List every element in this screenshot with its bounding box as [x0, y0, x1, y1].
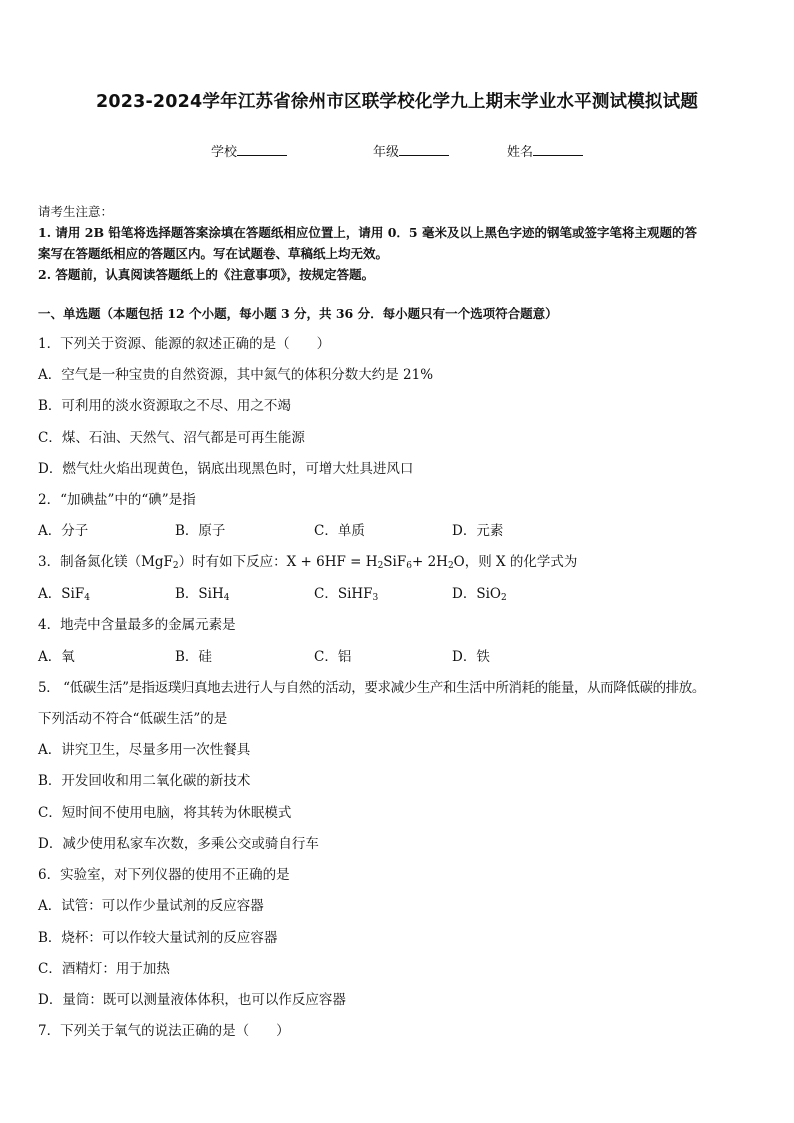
q7-stem: 7．下列关于氧气的说法正确的是（ ） — [38, 1023, 290, 1039]
grade-field — [373, 141, 449, 160]
q5-option-b: B．开发回收和用二氧化碳的新技术 — [38, 773, 251, 789]
q3-option-a-sub: 4 — [84, 593, 90, 603]
q3-sub-sif: 6 — [406, 561, 412, 571]
q3-option-d-text: D．SiO — [452, 586, 501, 602]
notice-item-1-line-2: 案写在答题纸相应的答题区内。写在试题卷、草稿纸上均无效。 — [38, 246, 389, 261]
q3-sub-h: 2 — [377, 561, 384, 571]
notice-block — [38, 201, 760, 285]
q3-option-d — [452, 582, 507, 603]
q4-option-d: D．铁 — [452, 649, 490, 665]
q6-option-b: B．烧杯：可以作较大量试剂的反应容器 — [38, 930, 278, 946]
q3-option-a-text: A．SiF — [38, 586, 85, 602]
q3-option-d-sub: 2 — [500, 593, 507, 603]
notice-item-1-line-1: 1. 请用 2B 铅笔将选择题答案涂填在答题纸相应位置上，请用 0．5 毫米及以上黑色字迹的钢笔或签字笔将主观题的答 — [38, 225, 697, 240]
q3-stem — [38, 550, 577, 571]
q3-stem-part-4: + 2H — [411, 554, 448, 570]
q3-stem-part-2: ）时有如下反应：X + 6HF = H — [178, 554, 378, 570]
q3-stem-part-5: O，则 X 的化学式为 — [453, 554, 578, 570]
q1-option-c: C．煤、石油、天然气、沼气都是可再生能源 — [38, 430, 305, 446]
name-label: 姓名 — [507, 145, 534, 160]
q3-sub-mgf: 2 — [172, 561, 179, 571]
q1-option-a: A．空气是一种宝贵的自然资源，其中氮气的体积分数大约是 21% — [38, 367, 434, 383]
grade-blank[interactable] — [399, 143, 449, 156]
q3-option-c — [314, 582, 378, 603]
q3-stem-part-1: 3．制备氮化镁（MgF — [38, 554, 173, 570]
q2-option-b: B．原子 — [175, 523, 226, 539]
q6-stem: 6．实验室，对下列仪器的使用不正确的是 — [38, 867, 290, 883]
q6-option-a: A．试管：可以作少量试剂的反应容器 — [38, 898, 264, 914]
q1-stem: 1．下列关于资源、能源的叙述正确的是（ ） — [38, 336, 331, 352]
q4-option-c: C．铝 — [314, 649, 352, 665]
q3-sub-h2o: 2 — [447, 561, 454, 571]
q5-option-d: D．减少使用私家车次数，多乘公交或骑自行车 — [38, 836, 319, 852]
grade-label: 年级 — [373, 145, 400, 160]
section-heading: 一、单选题（本题包括 12 个小题，每小题 3 分，共 36 分．每小题只有一个选项符合题意） — [38, 306, 558, 321]
page-title: 2023-2024学年江苏省徐州市区联学校化学九上期末学业水平测试模拟试题 — [95, 92, 699, 112]
q4-option-a: A．氧 — [38, 649, 75, 665]
q5-option-c: C．短时间不使用电脑，将其转为休眠模式 — [38, 805, 292, 821]
notice-heading: 请考生注意： — [38, 204, 114, 219]
school-label: 学校 — [211, 145, 238, 160]
q3-stem-part-3: SiF — [383, 554, 407, 570]
notice-item-2: 2. 答题前，认真阅读答题纸上的《注意事项》，按规定答题。 — [38, 267, 375, 282]
q2-option-c: C．单质 — [314, 523, 365, 539]
q5-option-a: A．讲究卫生，尽量多用一次性餐具 — [38, 742, 251, 758]
q3-option-a — [38, 582, 90, 603]
q3-option-b-sub: 4 — [223, 593, 230, 603]
q5-stem-line-1: 5． “低碳生活”是指返璞归真地去进行人与自然的活动，要求减少生产和生活中所消耗的能量，从而降低碳的排放。 — [38, 680, 705, 696]
name-blank[interactable] — [533, 143, 583, 156]
q2-stem: 2．“加碘盐”中的“碘”是指 — [38, 492, 196, 508]
school-blank[interactable] — [237, 143, 287, 156]
q2-option-d: D．元素 — [452, 523, 504, 539]
q1-option-d: D．燃气灶火焰出现黄色，锅底出现黑色时，可增大灶具进风口 — [38, 461, 414, 477]
name-field — [507, 141, 583, 160]
q5-stem-line-2: 下列活动不符合“低碳生活”的是 — [38, 711, 228, 727]
school-field — [211, 141, 287, 160]
q3-option-c-sub: 3 — [372, 593, 379, 603]
q6-option-c: C．酒精灯：用于加热 — [38, 961, 170, 977]
q3-option-b — [175, 582, 230, 603]
q3-option-c-text: C．SiHF — [314, 586, 373, 602]
q6-option-d: D．量筒：既可以测量液体体积，也可以作反应容器 — [38, 992, 346, 1008]
q4-stem: 4．地壳中含量最多的金属元素是 — [38, 617, 236, 633]
q1-option-b: B．可利用的淡水资源取之不尽、用之不竭 — [38, 398, 291, 414]
q2-option-a: A．分子 — [38, 523, 89, 539]
q3-option-b-text: B．SiH — [175, 586, 224, 602]
q4-option-b: B．硅 — [175, 649, 212, 665]
